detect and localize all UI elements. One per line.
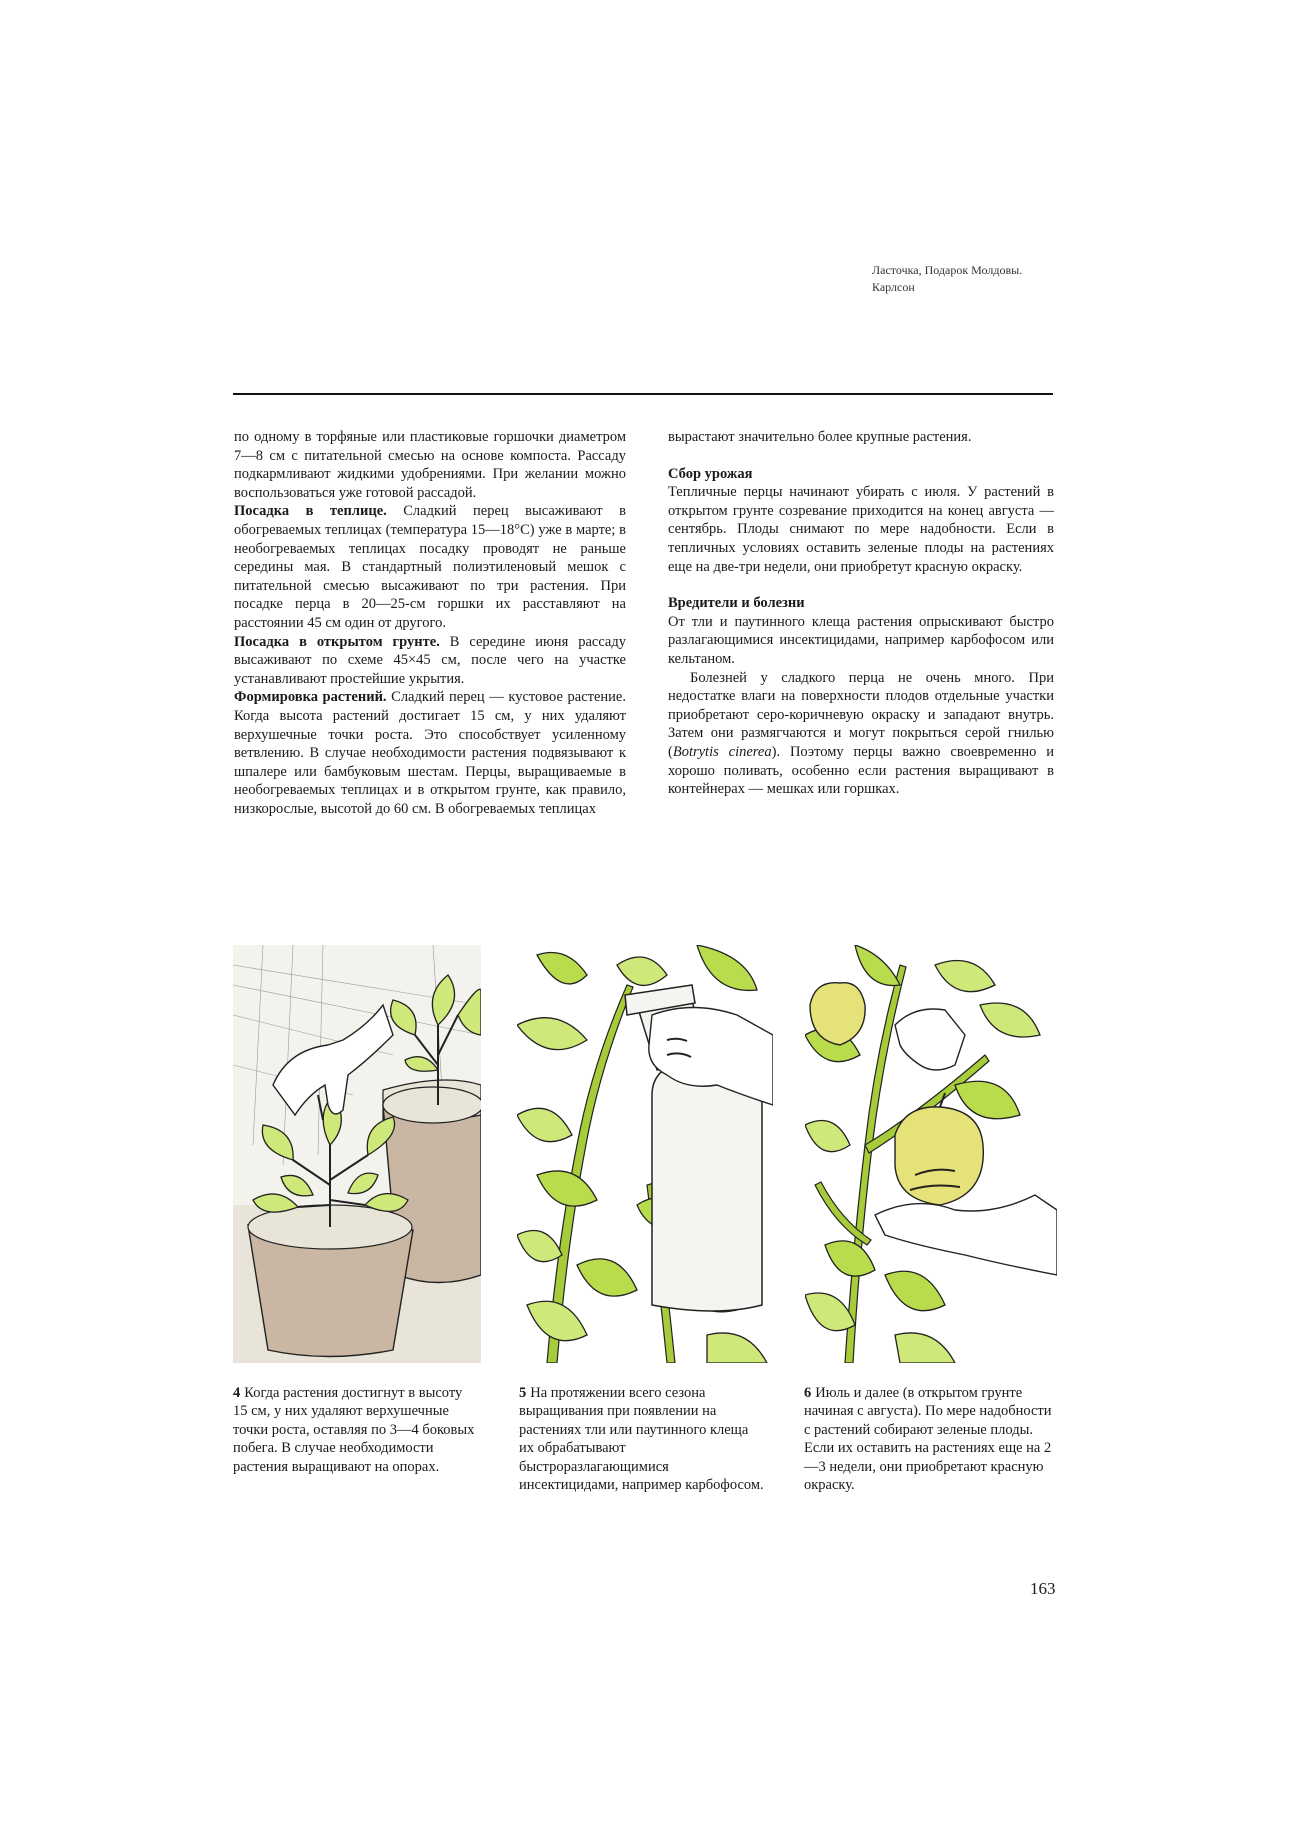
figure-caption-4	[233, 1384, 478, 1476]
heading-greenhouse: Посадка в теплице.	[234, 503, 387, 520]
heading-pests: Вредители и болезни	[668, 595, 805, 612]
paragraph-forming	[234, 688, 626, 818]
illustration-harvest	[805, 945, 1057, 1363]
heading-open-ground: Посадка в открытом грунте.	[234, 633, 440, 650]
figure-number-4: 4	[233, 1385, 241, 1401]
harvest-drawing	[805, 945, 1057, 1363]
text-greenhouse: Сладкий перец высаживают в обогреваемых теплицах (температура 15—18°С) уже в марте; в необогреваемых теплицах посадку проводят не раньше середины мая. В стандартный полиэтиленовый мешок с питательной смесью высаживают по три растения. При посадке перца в 20—25-см горшки их расставляют на расстоянии 45 см один от другого.	[234, 503, 626, 631]
top-caption-line-1: Ласточка, Подарок Молдовы.	[872, 263, 1023, 277]
illustration-spraying	[517, 945, 773, 1363]
paragraph-pests: От тли и паутинного клеща растения опрыскивают быстро разлагающимися инсектицидами, например карбофосом или кельтаном.	[668, 613, 1054, 667]
figure-caption-text-5: На протяжении всего сезона выращивания при появлении на растениях тли или паутинного клеща их обрабатывают быстроразлагающимися инсектицидами, например карбофосом.	[519, 1385, 764, 1494]
paragraph-greenhouse	[234, 502, 626, 632]
figure-number-5: 5	[519, 1385, 527, 1401]
figure-caption-5	[519, 1384, 764, 1494]
illustration-seedlings-pots	[233, 945, 481, 1363]
paragraph-diseases: Болезней у сладкого перца не очень много. При недостатке влаги на поверхности плодов отдельные участки приобретают серо-коричневую окраску и западают внутрь. Затем они размягчаются и могут покрыться серой гнилью (Botrytis cinerea). Поэтому перцы важно своевременно и хорошо поливать, особенно если растения выращивают в контейнерах — мешках или горшках.	[668, 669, 1055, 798]
left-text-column	[234, 428, 626, 818]
top-figure-caption	[872, 262, 1092, 296]
paragraph-continuation: вырастают значительно более крупные растения.	[668, 429, 972, 445]
spraying-drawing	[517, 945, 773, 1363]
horizontal-rule	[233, 393, 1053, 395]
top-caption-line-2: Карлсон	[872, 280, 915, 294]
paragraph-harvest: Тепличные перцы начинают убирать с июля. У растений в открытом грунте созревание приходится на конец августа — сентябрь. Плоды снимают по мере надобности. Если в тепличных условиях оставить зеленые плоды на растениях еще на две-три недели, они приобретут красную окраску.	[668, 484, 1054, 575]
right-text-column	[668, 428, 1054, 799]
heading-harvest: Сбор урожая	[668, 465, 753, 482]
latin-name: Botrytis cinerea	[672, 743, 772, 760]
page-number: 163	[1030, 1579, 1056, 1598]
text-open-ground: В середине июня рассаду высаживают по схеме 45×45 см, после чего на участке устанавливают простейшие укрытия.	[234, 633, 626, 687]
paragraph-open-ground	[234, 633, 626, 689]
figure-caption-6	[804, 1384, 1054, 1494]
seedlings-drawing	[233, 945, 481, 1363]
text-forming: Сладкий перец — кустовое растение. Когда высота растений достигает 15 см, у них удаляют верхушечные точки роста. Это способствует усиленному ветвлению. В случае необходимости растения подвязывают к шпалере или бамбуковым шестам. Перцы, выращиваемые в необогреваемых теплицах и в открытом грунте, как правило, низкорослые, высотой до 60 см. В обогреваемых теплицах	[234, 689, 626, 817]
figure-caption-text-6: Июль и далее (в открытом грунте начиная с августа). По мере надобности с растений собирают зеленые плоды. Если их оставить на растениях еще на 2—3 недели, они приобретают красную окраску.	[804, 1385, 1052, 1494]
figure-caption-text-4: Когда растения достигнут в высоту 15 см, у них удаляют верхушечные точки роста, оставляя по 3—4 боковых побега. В случае необходимости растения выращивают на опорах.	[233, 1385, 475, 1475]
paragraph-intro: по одному в торфяные или пластиковые горшочки диаметром 7—8 см с питательной смесью на основе компоста. Рассаду подкармливают жидкими удобрениями. При желании можно воспользоваться уже готовой рассадой.	[234, 429, 626, 501]
figure-number-6: 6	[804, 1385, 812, 1401]
heading-forming: Формировка растений.	[234, 689, 387, 706]
